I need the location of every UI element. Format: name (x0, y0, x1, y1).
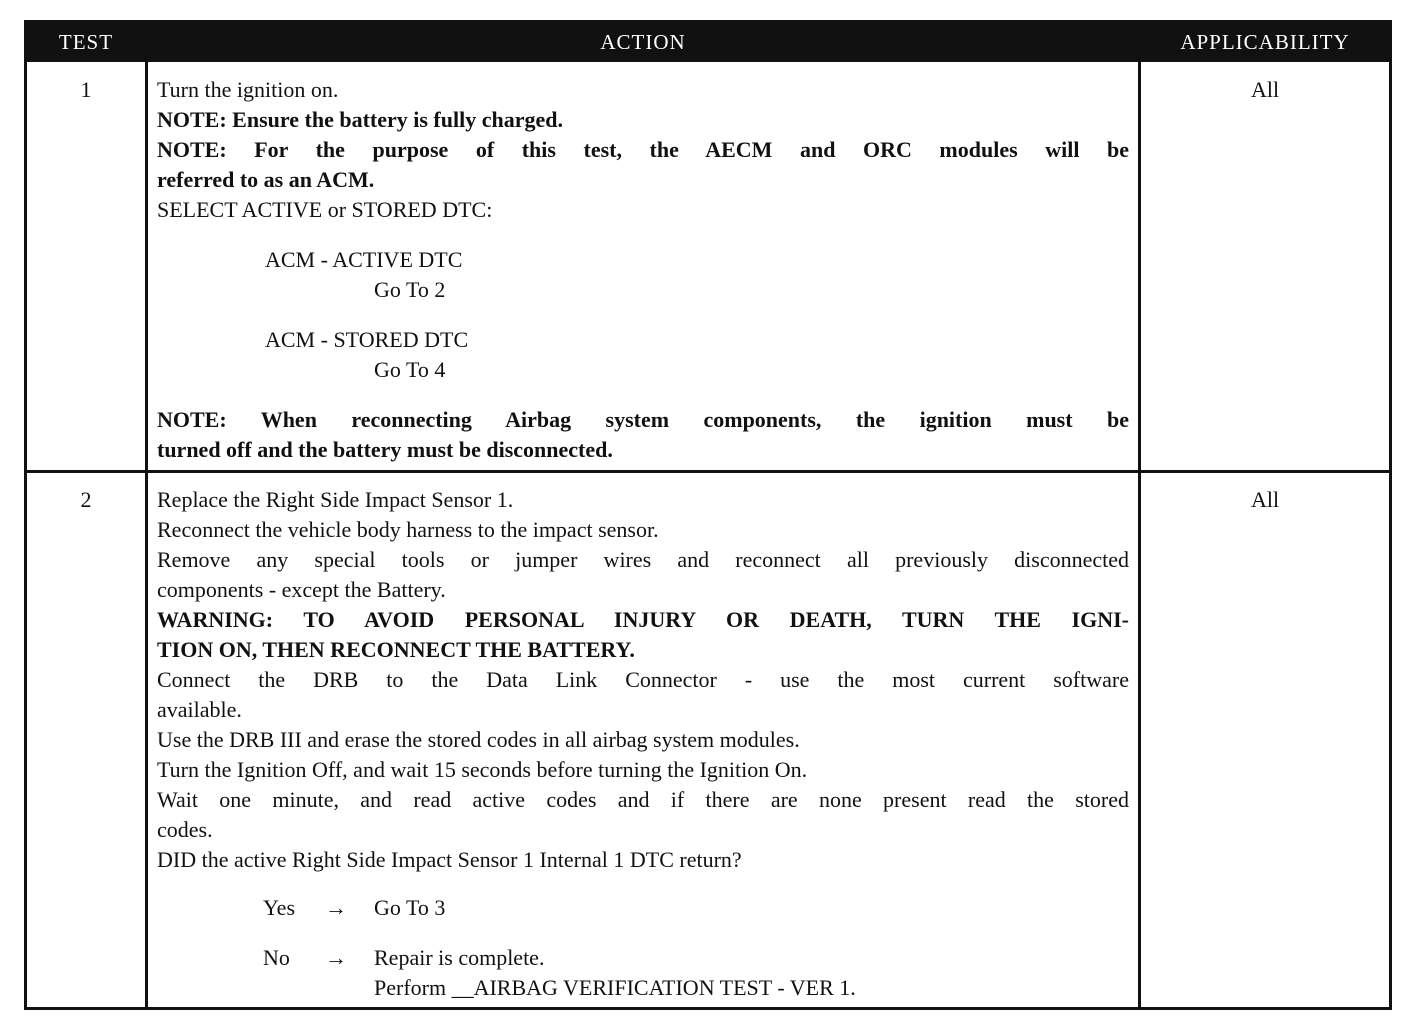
action-line: Reconnect the vehicle body harness to the impact sensor. (157, 517, 659, 542)
row-divider (27, 470, 1389, 473)
header-action: ACTION (600, 30, 686, 54)
action-line: Wait one minute, and read active codes and if there are none present read the stored (157, 787, 1129, 812)
question-line: DID the active Right Side Impact Sensor 1 Internal 1 DTC return? (157, 847, 742, 872)
test-number-1: 1 (80, 77, 92, 102)
action-cell-1 (157, 75, 1129, 465)
action-line: components - except the Battery. (157, 577, 446, 602)
option-label: ACM - STORED DTC (265, 327, 469, 352)
action-cell-2 (157, 485, 1129, 1003)
table-header (27, 23, 1389, 62)
no-label: No (263, 945, 290, 970)
no-choice (157, 943, 1129, 973)
column-divider (1138, 62, 1141, 1007)
yes-choice (157, 893, 1129, 923)
no-result-text: Repair is complete. (374, 945, 545, 970)
column-divider (145, 62, 148, 1007)
action-line: codes. (157, 817, 213, 842)
arrow-right-icon: → (325, 945, 347, 970)
action-line: Use the DRB III and erase the stored codes in all airbag system modules. (157, 727, 800, 752)
diagnostic-table (24, 20, 1392, 1010)
applicability-1: All (1250, 77, 1280, 102)
note-line: NOTE: Ensure the battery is fully charged. (157, 107, 563, 132)
note-line: NOTE: When reconnecting Airbag system components, the ignition must be (157, 407, 1129, 432)
warning-line: WARNING: TO AVOID PERSONAL INJURY OR DEATH, TURN THE IGNI- (157, 607, 1129, 632)
arrow-right-icon: → (325, 895, 347, 920)
verification-link: Perform __AIRBAG VERIFICATION TEST - VER 1. (374, 975, 856, 1000)
action-line: Replace the Right Side Impact Sensor 1. (157, 487, 514, 512)
yes-label: Yes (263, 895, 296, 920)
action-line: Turn the Ignition Off, and wait 15 seconds before turning the Ignition On. (157, 757, 808, 782)
header-test: TEST (58, 30, 114, 54)
test-number-2: 2 (80, 487, 92, 512)
applicability-2: All (1250, 487, 1280, 512)
action-line: available. (157, 697, 242, 722)
note-line: turned off and the battery must be disconnected. (157, 437, 613, 462)
action-line: Connect the DRB to the Data Link Connector - use the most current software (157, 667, 1129, 692)
note-line: NOTE: For the purpose of this test, the AECM and ORC modules will be (157, 137, 1129, 162)
warning-line: TION ON, THEN RECONNECT THE BATTERY. (157, 637, 635, 662)
header-applicability: APPLICABILITY (1180, 30, 1350, 54)
goto-link: Go To 3 (374, 895, 446, 920)
option-label: ACM - ACTIVE DTC (265, 247, 463, 272)
action-line: Turn the ignition on. (157, 77, 339, 102)
action-line: SELECT ACTIVE or STORED DTC: (157, 197, 493, 222)
goto-link: Go To 2 (374, 277, 446, 302)
note-line: referred to as an ACM. (157, 167, 375, 192)
action-line: Remove any special tools or jumper wires and reconnect all previously disconnected (157, 547, 1129, 572)
goto-link: Go To 4 (374, 357, 446, 382)
